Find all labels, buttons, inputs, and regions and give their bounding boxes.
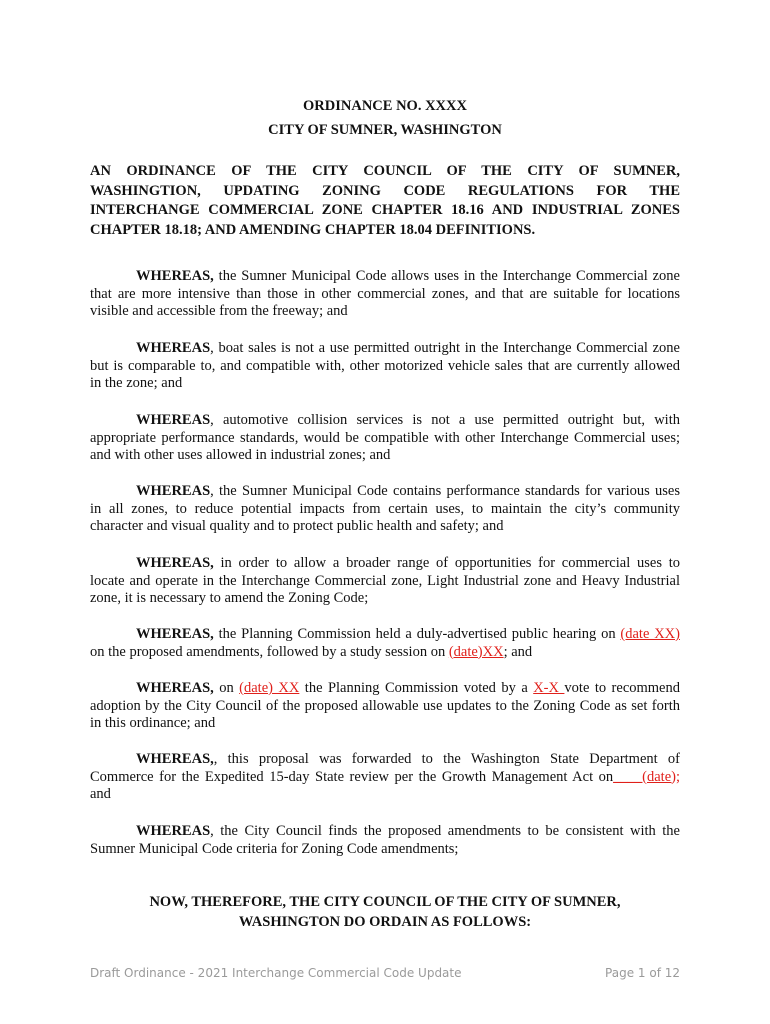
whereas-paragraph-9: WHEREAS, the City Council finds the proposed amendments to be consistent with the Sumner Municipal Code criteria for Zoning Code amendments; (90, 823, 680, 857)
city-heading: CITY OF SUMNER, WASHINGTON (268, 122, 502, 138)
placeholder-date: (date) XX (239, 680, 300, 696)
whereas-paragraph-2: WHEREAS, boat sales is not a use permitted outright in the Interchange Commercial zone but is comparable to, and compatible with, other motorized vehicle sales that are currently allowed in the zone; and (90, 340, 680, 392)
whereas-label: WHEREAS, (136, 555, 214, 571)
ordinance-number: ORDINANCE NO. XXXX (303, 98, 467, 114)
whereas-paragraph-8: WHEREAS,, this proposal was forwarded to the Washington State Department of Commerce for the Expedited 15-day State review per the Growth Management Act on____(date); and (90, 751, 680, 803)
whereas-label: WHEREAS (136, 340, 211, 356)
whereas-paragraph-3: WHEREAS, automotive collision services is not a use permitted outright but, with appropriate performance standards, would be compatible with other Interchange Commercial uses; and with other uses allowed in industrial zones; and (90, 412, 680, 464)
page-number: Page 1 of 12 (605, 966, 680, 980)
page-footer (90, 966, 680, 980)
whereas-label: WHEREAS (136, 823, 211, 839)
whereas-paragraph-4: WHEREAS, the Sumner Municipal Code contains performance standards for various uses in all zones, to reduce potential impacts from certain uses, to maintain the city’s community character and visual quality and to protect public health and safety; and (90, 483, 680, 535)
whereas-label: WHEREAS, (136, 626, 214, 642)
whereas-paragraph-5: WHEREAS, in order to allow a broader range of opportunities for commercial uses to locate and operate in the Interchange Commercial zone, Light Industrial zone and Heavy Industrial zone, it is necessary to amend the Zoning Code; (90, 555, 680, 607)
placeholder-vote: X-X (533, 680, 565, 696)
whereas-label: WHEREAS (136, 412, 211, 428)
title-line: AN ORDINANCE OF THE CITY COUNCIL OF THE CITY OF SUMNER, (90, 163, 680, 179)
footer-title: Draft Ordinance - 2021 Interchange Commercial Code Update (90, 966, 462, 980)
placeholder-date: (date)XX (448, 643, 504, 660)
whereas-paragraph-7: WHEREAS, on (date) XX the Planning Commission voted by a X-X vote to recommend adoption by the City Council of the proposed allowable use updates to the Zoning Code as set forth in this ordinance; and (90, 680, 680, 732)
whereas-label: WHEREAS, (136, 268, 214, 284)
placeholder-date: (date XX) (620, 626, 680, 642)
whereas-paragraph-6: WHEREAS, the Planning Commission held a duly-advertised public hearing on (date XX) on the proposed amendments, followed by a study session on (date)XX; and (90, 626, 680, 660)
title-line: CHAPTER 18.18; AND AMENDING CHAPTER 18.04 DEFINITIONS. (90, 221, 536, 238)
whereas-label: WHEREAS, (136, 751, 214, 767)
placeholder-date: ____(date); (613, 768, 680, 785)
whereas-label: WHEREAS, (136, 680, 214, 696)
ordain-clause: NOW, THEREFORE, THE CITY COUNCIL OF THE CITY OF SUMNER, WASHINGTON DO ORDAIN AS FOLLOWS: (149, 894, 621, 930)
ordinance-title (90, 162, 680, 240)
title-line: WASHINGTION, UPDATING ZONING CODE REGULATIONS FOR THE (90, 182, 680, 199)
whereas-paragraph-1: WHEREAS, the Sumner Municipal Code allows uses in the Interchange Commercial zone that are more intensive than those in other commercial zones, and that are suitable for locations visible and accessible from the freeway; and (90, 268, 680, 320)
title-line: INTERCHANGE COMMERCIAL ZONE CHAPTER 18.16 AND INDUSTRIAL ZONES (90, 202, 680, 219)
whereas-label: WHEREAS (136, 483, 211, 499)
